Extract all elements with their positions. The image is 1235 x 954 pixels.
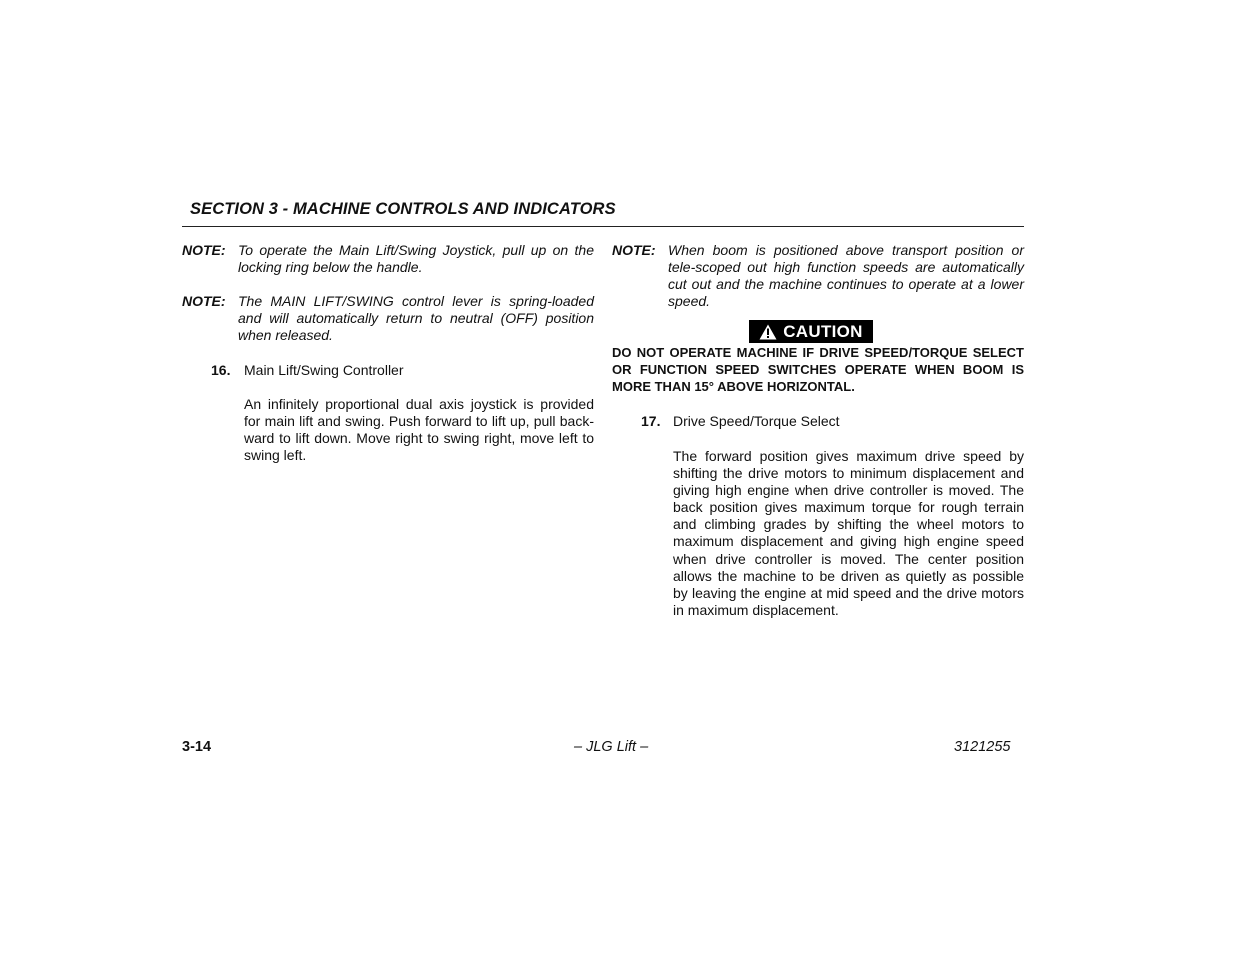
caution-label: CAUTION: [783, 321, 863, 341]
note-boom-transport: [612, 242, 1024, 309]
caution-header: [749, 320, 873, 343]
note-spring-loaded: [182, 293, 594, 344]
header-rule: [182, 226, 1024, 227]
note-text: The MAIN LIFT/SWING control lever is spring-loaded and will automatically return to neutral (OFF) position when released.: [238, 293, 594, 343]
item-title-main-lift-swing: Main Lift/Swing Controller: [244, 362, 404, 378]
note-text: When boom is positioned above transport position or tele-scoped out high function speeds are automatically cut out and the machine continues to operate at a lower speed.: [668, 242, 1024, 309]
footer-center-title: – JLG Lift –: [574, 739, 649, 755]
note-label: NOTE:: [182, 293, 226, 309]
item-body-main-lift-swing: An infinitely proportional dual axis joystick is provided for main lift and swing. Push forward to lift up, pull back-ward to lift down. Move right to swing right, move left to swing left.: [244, 396, 594, 464]
note-label: NOTE:: [182, 242, 226, 258]
item-number-17: 17.: [641, 413, 661, 429]
section-title: SECTION 3 - MACHINE CONTROLS AND INDICATORS: [190, 200, 616, 218]
item-number-16: 16.: [211, 362, 231, 378]
page-number: 3-14: [182, 739, 212, 755]
caution-text: DO NOT OPERATE MACHINE IF DRIVE SPEED/TORQUE SELECT OR FUNCTION SPEED SWITCHES OPERATE WHEN BOOM IS MORE THAN 15° ABOVE HORIZONTAL.: [612, 345, 1024, 394]
document-number: 3121255: [954, 739, 1011, 755]
warning-triangle-icon: [759, 324, 777, 340]
note-joystick-ring: [182, 242, 594, 276]
item-body-drive-speed-torque: The forward position gives maximum drive speed by shifting the drive motors to minimum displacement and giving high engine when drive controller is moved. The back position gives maximum torque for rough terrain and climbing grades by shifting the wheel motors to maximum displacement and giving high engine speed when drive controller is moved. The center position allows the machine to be driven as quietly as possible by leaving the engine at mid speed and the drive motors in maximum displacement.: [673, 448, 1024, 618]
note-text: To operate the Main Lift/Swing Joystick, pull up on the locking ring below the handle.: [238, 242, 594, 275]
note-label: NOTE:: [612, 242, 656, 258]
item-title-drive-speed-torque: Drive Speed/Torque Select: [673, 413, 840, 429]
